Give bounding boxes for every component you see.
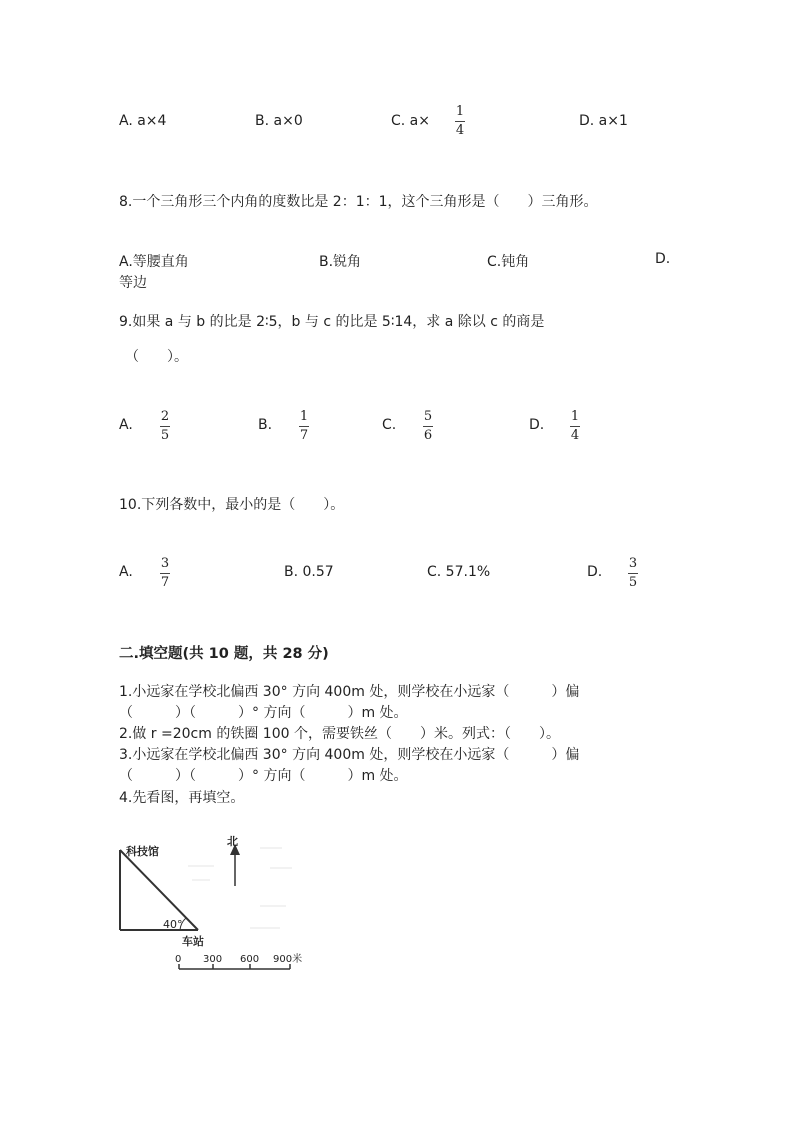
q9-option-a: A.: [119, 417, 133, 433]
map-figure: [110, 828, 320, 978]
q10-option-d: D.: [587, 564, 603, 580]
q9-option-c-fraction: [423, 410, 433, 443]
q9-option-d-fraction: [570, 410, 580, 443]
scale-label-600: 600: [240, 954, 260, 965]
fraction-denominator: 4: [455, 123, 465, 138]
fraction-numerator: 1: [570, 409, 580, 424]
angle-label: 40°: [163, 918, 183, 931]
q9-option-b: B.: [258, 417, 273, 433]
station-label: 车站: [182, 935, 204, 948]
north-label: 北: [227, 835, 238, 848]
scan-noise: [188, 848, 292, 928]
q10-option-c: C. 57.1%: [427, 564, 491, 580]
section-title: 二.填空题(共 10 题，共 28 分): [119, 646, 329, 662]
fraction-bar: [423, 426, 433, 427]
fill-question-1-line2: （ ）（ ）° 方向（ ）m 处。: [119, 705, 408, 721]
q9-option-d: D.: [529, 417, 545, 433]
scale-label-0: 0: [175, 954, 182, 965]
q9-stem: 9.如果 a 与 b 的比是 2∶5，b 与 c 的比是 5∶14，求 a 除以 c 的商是: [119, 314, 545, 330]
q9-option-c: C.: [382, 417, 397, 433]
q9-option-b-fraction: [299, 410, 309, 443]
fill-question-3-line1: 3.小远家在学校北偏西 30° 方向 400m 处，则学校在小远家（ ）偏: [119, 747, 580, 763]
q7-option-b: B. a×0: [255, 113, 303, 129]
q10-option-b: B. 0.57: [284, 564, 334, 580]
q8-option-d-text: 等边: [119, 275, 147, 291]
q8-option-b: B.锐角: [319, 254, 362, 270]
fraction-numerator: 3: [160, 556, 170, 571]
fraction-bar: [628, 573, 638, 574]
fraction-bar: [455, 121, 465, 122]
fraction-numerator: 3: [628, 556, 638, 571]
fraction-bar: [160, 426, 170, 427]
q9-option-a-fraction: [160, 410, 170, 443]
fraction-denominator: 6: [423, 428, 433, 443]
fill-question-1-line1: 1.小远家在学校北偏西 30° 方向 400m 处，则学校在小远家（ ）偏: [119, 684, 580, 700]
fraction-bar: [160, 573, 170, 574]
fraction-denominator: 7: [299, 428, 309, 443]
fraction-numerator: 5: [423, 409, 433, 424]
fraction-denominator: 5: [628, 575, 638, 590]
q10-option-a: A.: [119, 564, 133, 580]
scale-label-300: 300: [203, 954, 223, 965]
scale-label-900: 900米: [273, 954, 303, 965]
triangle-hypotenuse: [120, 850, 198, 930]
q10-option-d-fraction: [628, 557, 638, 590]
fraction-numerator: 1: [455, 104, 465, 119]
fraction-numerator: 2: [160, 409, 170, 424]
q8-option-a: A.等腰直角: [119, 254, 189, 270]
q10-stem: 10.下列各数中，最小的是（ ）。: [119, 497, 345, 513]
q8-option-d: D.: [655, 251, 671, 267]
fraction-numerator: 1: [299, 409, 309, 424]
q9-stem-blank: （ ）。: [125, 349, 188, 365]
fraction-denominator: 7: [160, 575, 170, 590]
fraction-bar: [570, 426, 580, 427]
q8-option-c: C.钝角: [487, 254, 530, 270]
q10-option-a-fraction: [160, 557, 170, 590]
q8-stem: 8.一个三角形三个内角的度数比是 2：1：1，这个三角形是（ ）三角形。: [119, 194, 598, 210]
fill-question-3-line2: （ ）（ ）° 方向（ ）m 处。: [119, 768, 408, 784]
fill-question-2: 2.做 r =20cm 的铁圈 100 个，需要铁丝（ ）米。列式：（ ）。: [119, 726, 560, 742]
museum-label: 科技馆: [126, 845, 159, 858]
q7-option-c: C. a×: [391, 113, 430, 129]
fraction-bar: [299, 426, 309, 427]
fraction-denominator: 4: [570, 428, 580, 443]
q7-option-a: A. a×4: [119, 113, 167, 129]
fraction-denominator: 5: [160, 428, 170, 443]
fill-question-4: 4.先看图，再填空。: [119, 790, 245, 806]
q7-option-d: D. a×1: [579, 113, 628, 129]
q7-option-c-fraction: [455, 105, 465, 138]
